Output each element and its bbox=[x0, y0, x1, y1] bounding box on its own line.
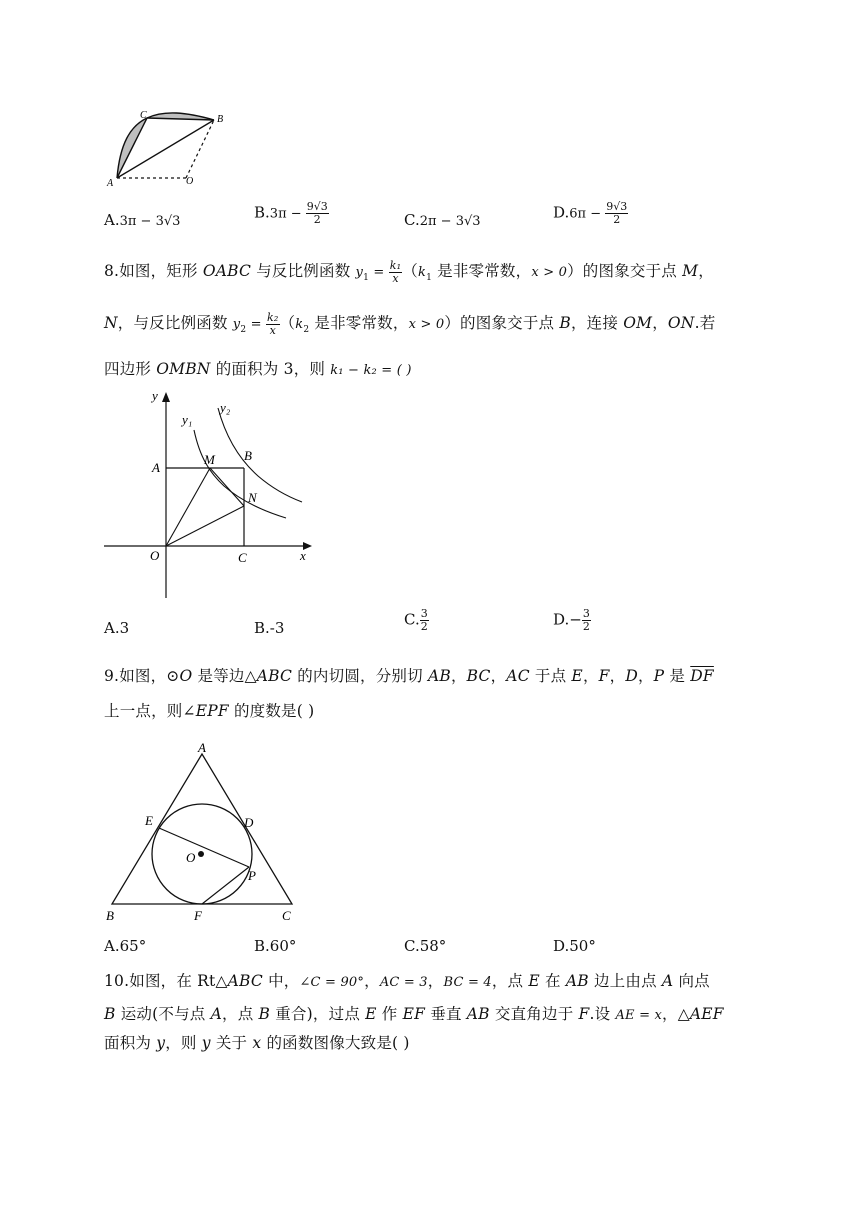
q10-l1-bc: BC = 4 bbox=[443, 975, 492, 990]
q8-option-b-letter: B. bbox=[254, 619, 270, 637]
q10-l1-ac: AC = 3 bbox=[379, 975, 428, 990]
q8-option-c-num: 3 bbox=[420, 607, 428, 620]
q8-option-a-letter: A. bbox=[104, 619, 120, 637]
q7-label-c: C bbox=[140, 110, 147, 121]
q8-l2-eq: = bbox=[246, 317, 267, 332]
q8-l2-y2: y bbox=[232, 317, 241, 332]
q10-l1-angle: ∠C = 90° bbox=[299, 975, 365, 990]
q9-label-f: F bbox=[194, 908, 202, 922]
q8-l1-text-5: ）的图象交于点 bbox=[567, 262, 683, 280]
q10-l2-text-2: ，点 bbox=[222, 1005, 259, 1023]
q8-l3-text-2: 的面积为 3，则 bbox=[210, 360, 331, 378]
q8-label-b: B bbox=[244, 448, 252, 463]
q7-option-a[interactable] bbox=[104, 211, 180, 229]
q7-option-a-text: 3π − 3√3 bbox=[119, 214, 181, 229]
q9-l1-d: D bbox=[625, 667, 638, 685]
q9-l1-text-7: ， bbox=[582, 667, 599, 685]
q9-segment-ep bbox=[159, 828, 249, 867]
q7-option-d-letter: D. bbox=[553, 203, 570, 222]
q9-l1-ac: AC bbox=[506, 667, 530, 685]
q8-line-2 bbox=[104, 311, 715, 337]
q8-option-c[interactable] bbox=[404, 608, 429, 633]
q10-l1-triangle: △ABC bbox=[215, 972, 263, 990]
q9-l1-ab: AB bbox=[427, 667, 451, 685]
q9-l2-angle: ∠EPF bbox=[182, 702, 229, 720]
q9-l1-f: F bbox=[598, 667, 610, 685]
q9-l1-text-3: 的内切圆，分别切 bbox=[292, 667, 428, 685]
q8-option-b[interactable] bbox=[254, 619, 284, 637]
q8-l2-text-3: 是非零常数， bbox=[309, 314, 409, 332]
q10-line-1 bbox=[104, 969, 710, 991]
q8-l1-eq: = bbox=[369, 265, 389, 280]
q10-l2-text-1: 运动(不与点 bbox=[115, 1005, 211, 1023]
q10-l2-e: E bbox=[365, 1005, 377, 1023]
q9-l1-text-10: 是 bbox=[664, 667, 691, 685]
q9-option-d[interactable] bbox=[553, 937, 596, 955]
q7-option-c[interactable] bbox=[404, 211, 481, 229]
q7-option-b[interactable] bbox=[254, 201, 329, 226]
q8-l1-k1: k bbox=[417, 265, 427, 280]
q9-l1-p: P bbox=[653, 667, 665, 685]
q10-l1-text-8: 向点 bbox=[673, 972, 710, 990]
q8-option-d-letter: D. bbox=[553, 610, 570, 629]
q8-l2-n: N bbox=[104, 314, 118, 332]
q8-l2-k2: k bbox=[295, 317, 304, 332]
q8-option-d-den: 2 bbox=[582, 620, 590, 633]
q7-option-d-pre: 6π − bbox=[569, 206, 606, 222]
q9-label-e: E bbox=[145, 813, 153, 828]
q7-label-o: O bbox=[186, 176, 194, 187]
q10-l1-a: A bbox=[661, 972, 674, 990]
q8-l1-y1: y bbox=[355, 265, 364, 280]
q10-l3-y: y bbox=[156, 1034, 166, 1052]
q10-l3-text-3: 关于 bbox=[210, 1034, 253, 1052]
q7-option-b-num: 9√3 bbox=[306, 200, 328, 213]
q9-center-dot bbox=[198, 851, 204, 857]
q8-l2-text-2: （ bbox=[279, 314, 296, 332]
q8-l1-m: M bbox=[682, 262, 699, 280]
q8-l1-text-1: 8.如图，矩形 bbox=[104, 262, 203, 280]
q9-l1-e: E bbox=[571, 667, 583, 685]
q10-l3-text-2: ，则 bbox=[165, 1034, 202, 1052]
q10-l2-b: B bbox=[104, 1005, 116, 1023]
q9-figure bbox=[104, 740, 304, 922]
q7-option-d-den: 2 bbox=[613, 213, 621, 226]
q10-l2-b2: B bbox=[258, 1005, 271, 1023]
q9-option-a[interactable] bbox=[104, 937, 146, 955]
q8-l3-text-1: 四边形 bbox=[104, 360, 157, 378]
q9-l1-text-6: 于点 bbox=[529, 667, 572, 685]
q8-l1-k1-sub: 1 bbox=[426, 273, 432, 284]
q9-line-2 bbox=[104, 699, 314, 721]
q8-option-d-num: 3 bbox=[582, 607, 590, 620]
q9-l1-text-9: ， bbox=[637, 667, 654, 685]
q10-l1-text-3: ， bbox=[364, 972, 380, 990]
q9-triangle-abc bbox=[112, 754, 292, 904]
q8-l1-text-3: （ bbox=[402, 262, 418, 280]
q10-l2-text-7: .设 bbox=[589, 1005, 616, 1023]
q7-option-b-fraction bbox=[306, 201, 329, 226]
q8-curve-y2 bbox=[218, 408, 302, 502]
q7-option-c-text: 2π − 3√3 bbox=[419, 214, 481, 229]
q10-line-3 bbox=[104, 1031, 410, 1053]
q8-label-c: C bbox=[238, 550, 247, 565]
q9-option-d-letter: D. bbox=[553, 937, 570, 955]
q7-label-b: B bbox=[217, 114, 224, 125]
q8-l2-text-7: .若 bbox=[694, 314, 716, 332]
q10-l2-ef: EF bbox=[402, 1005, 426, 1023]
q10-l1-ab: AB bbox=[565, 972, 589, 990]
q8-label-n: N bbox=[248, 490, 257, 505]
q8-l1-k1-num: k₁ bbox=[389, 258, 402, 272]
q9-label-c: C bbox=[282, 908, 291, 922]
q8-option-c-fraction bbox=[420, 608, 429, 633]
q9-l1-bc: BC bbox=[466, 667, 491, 685]
q8-option-a[interactable] bbox=[104, 619, 129, 637]
q10-l1-text-7: 边上由点 bbox=[588, 972, 662, 990]
q10-l3-y2: y bbox=[201, 1034, 211, 1052]
q8-l2-x-den: x bbox=[269, 323, 276, 337]
q10-l2-text-4: 作 bbox=[376, 1005, 403, 1023]
q8-l2-fraction bbox=[266, 312, 279, 337]
q9-option-c-text: 58° bbox=[419, 937, 447, 955]
q10-l1-text-5: ，点 bbox=[491, 972, 529, 990]
q9-l1-text-8: ， bbox=[609, 667, 626, 685]
q8-l3-ombn: OMBN bbox=[156, 360, 211, 378]
q8-l2-text-4: ）的图象交于点 bbox=[444, 314, 560, 332]
q8-curve-y1 bbox=[194, 430, 286, 518]
q10-l2-text-6: 交直角边于 bbox=[489, 1005, 579, 1023]
q8-l2-on: ON bbox=[667, 314, 695, 332]
q8-l1-x-den: x bbox=[392, 271, 399, 285]
q8-option-d-sign: − bbox=[569, 610, 582, 629]
q8-l2-k2-num: k₂ bbox=[267, 310, 279, 324]
q9-option-d-text: 50° bbox=[569, 937, 596, 955]
q7-option-d[interactable] bbox=[553, 201, 628, 226]
q9-l1-triangle: △ABC bbox=[244, 667, 293, 685]
q8-l2-k2-sub: 2 bbox=[303, 325, 310, 336]
q10-l2-ab: AB bbox=[466, 1005, 490, 1023]
q8-l3-expr: k₁ − k₂ = ( ) bbox=[330, 363, 412, 378]
q7-figure bbox=[104, 104, 234, 190]
q7-label-a: A bbox=[107, 178, 114, 189]
q9-l1-text-1: 9.如图， bbox=[104, 667, 167, 685]
q8-option-c-letter: C. bbox=[404, 610, 420, 629]
q10-l2-aef: △AEF bbox=[677, 1005, 724, 1023]
q8-l1-x-gt-0: x > 0 bbox=[531, 265, 568, 280]
q9-label-p: P bbox=[248, 868, 256, 883]
q10-l2-ae: AE = x bbox=[615, 1008, 663, 1023]
q9-option-a-text: 65° bbox=[119, 937, 147, 955]
q10-l2-text-8: ， bbox=[662, 1005, 678, 1023]
q10-l1-text-6: 在 bbox=[539, 972, 566, 990]
q10-l1-e: E bbox=[528, 972, 540, 990]
q9-option-c-letter: C. bbox=[404, 937, 420, 955]
q9-l2-text-2: 的度数是( ) bbox=[228, 702, 315, 720]
q8-line-3 bbox=[104, 357, 412, 379]
q8-label-m: M bbox=[204, 452, 215, 467]
q8-l2-om: OM bbox=[623, 314, 653, 332]
q8-l1-oabc: OABC bbox=[202, 262, 252, 280]
q9-option-a-letter: A. bbox=[104, 937, 120, 955]
q9-l1-text-4: ， bbox=[450, 667, 467, 685]
q9-label-d: D bbox=[244, 815, 254, 830]
q8-label-a: A bbox=[152, 460, 160, 475]
q8-l2-x-gt-0: x > 0 bbox=[408, 317, 445, 332]
q8-l2-y2-sub: 2 bbox=[240, 325, 247, 336]
q8-l1-text-6: ， bbox=[698, 262, 714, 280]
q9-label-b: B bbox=[106, 908, 114, 922]
q9-label-o: O bbox=[186, 850, 196, 865]
q8-l1-y1-sub: 1 bbox=[363, 273, 370, 284]
q10-l2-a: A bbox=[210, 1005, 223, 1023]
q10-l1-text-1: 10.如图，在 Rt bbox=[104, 972, 216, 990]
q9-option-b-letter: B. bbox=[254, 937, 270, 955]
q8-l2-text-1: ，与反比例函数 bbox=[117, 314, 233, 332]
q9-line-1 bbox=[104, 664, 714, 686]
q7-option-d-num: 9√3 bbox=[606, 200, 628, 213]
q10-l3-text-1: 面积为 bbox=[104, 1034, 157, 1052]
q10-l2-text-5: 垂直 bbox=[425, 1005, 467, 1023]
q8-option-b-text: -3 bbox=[269, 619, 285, 637]
q9-l2-text-1: 上一点，则 bbox=[104, 702, 183, 720]
q9-option-c[interactable] bbox=[404, 937, 446, 955]
q8-label-y1: y₁ bbox=[182, 412, 193, 427]
q7-option-b-den: 2 bbox=[313, 213, 321, 226]
q8-label-y: y bbox=[152, 388, 158, 403]
q8-option-c-den: 2 bbox=[420, 620, 428, 633]
q9-l1-text-5: ， bbox=[490, 667, 507, 685]
q9-l1-text-2: 是等边 bbox=[192, 667, 245, 685]
q10-l2-text-3: 重合)，过点 bbox=[270, 1005, 366, 1023]
q10-l3-x: x bbox=[252, 1034, 262, 1052]
q9-l1-arc-df: $\overline{DF}$ bbox=[690, 667, 714, 685]
q8-label-x: x bbox=[300, 548, 306, 563]
q8-l1-fraction bbox=[389, 260, 402, 285]
q7-option-a-letter: A. bbox=[104, 211, 120, 229]
q8-figure bbox=[100, 388, 320, 600]
q10-l2-f: F bbox=[578, 1005, 590, 1023]
q9-option-b-text: 60° bbox=[269, 937, 297, 955]
q8-label-o: O bbox=[150, 548, 160, 563]
q8-option-d-fraction bbox=[582, 608, 591, 633]
q10-l1-text-4: ， bbox=[427, 972, 444, 990]
q7-option-b-pre: 3π − bbox=[269, 206, 306, 222]
q8-l2-b: B bbox=[559, 314, 571, 332]
q8-l1-text-2: 与反比例函数 bbox=[251, 262, 356, 280]
q8-l1-text-4: 是非零常数， bbox=[432, 262, 532, 280]
q10-l1-text-2: 中， bbox=[262, 972, 300, 990]
q9-label-a: A bbox=[198, 740, 206, 755]
q10-line-2 bbox=[104, 1002, 724, 1024]
q7-option-d-fraction bbox=[605, 201, 628, 226]
q8-y-axis-arrow bbox=[162, 392, 170, 402]
q9-l1-circle-o: ⊙O bbox=[166, 667, 193, 685]
q8-l2-text-5: ，连接 bbox=[570, 314, 624, 332]
q7-option-b-letter: B. bbox=[254, 203, 270, 222]
q10-l3-text-4: 的函数图像大致是( ) bbox=[261, 1034, 410, 1052]
q7-option-c-letter: C. bbox=[404, 211, 420, 229]
q8-segment-mn bbox=[210, 468, 244, 506]
q8-option-d[interactable] bbox=[553, 608, 591, 633]
q8-option-a-text: 3 bbox=[119, 619, 130, 637]
q9-option-b[interactable] bbox=[254, 937, 296, 955]
q8-label-y2: y₂ bbox=[220, 400, 231, 415]
q8-l2-text-6: ， bbox=[652, 314, 668, 332]
q8-line-1 bbox=[104, 259, 714, 285]
